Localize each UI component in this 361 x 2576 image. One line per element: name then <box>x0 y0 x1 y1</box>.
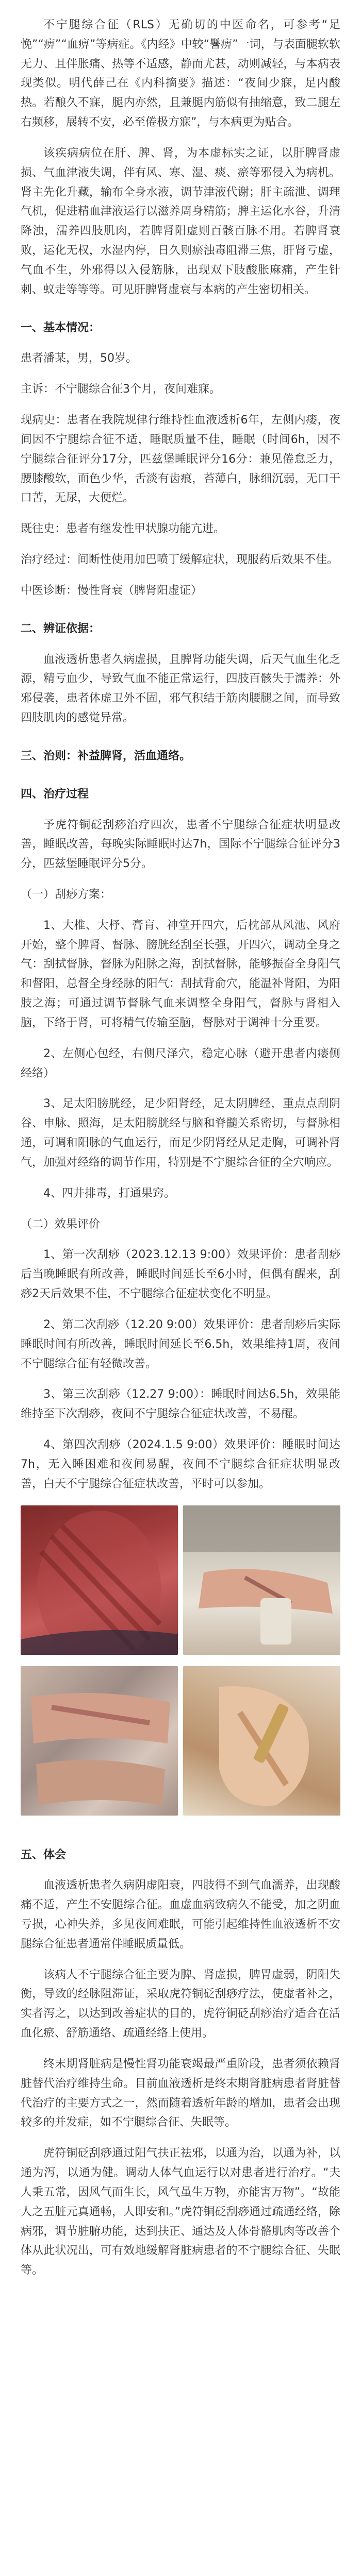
intro-paragraph-1: 不宁腿综合征（RLS）无确切的中医命名，可参考“足悗”“痹”“血痹”等病症。《内经》中较“鬐痹”一词，与表面腿软软无力、且伴胀痛、热等不适感，静而尤甚，动则减轻，与本病表现类似。明代薛己在《内科摘要》描述：“夜间少寐，足内酸热。若酿久不寐，腿内亦然，且兼腿内筋似有抽缩意，致二腿左右频移，展转不安，必至倦极方寐”，与本病更为贴合。 <box>21 19 340 129</box>
scheme-step-2: 2、左侧心包经，右侧尺泽穴，稳定心脉（避开患者内瘘侧经络） <box>21 1047 340 1080</box>
present-history: 现病史：患者在我院规律行维持性血液透析6年，左侧内瘘，夜间因不宁腿综合征不适，睡眠质量不佳，睡眠（时间6h，因不宁腿综合征评分17分，匹兹堡睡眠评分16分：兼见倦怠乏力，腰膝酸软，面色少华，舌淡有齿痕，苔薄白，脉细沉弱，无口干口苦，无尿，大便烂。 <box>21 414 340 505</box>
experience-paragraph-4: 虎符铜砭刮痧通过阳气扶正祛邪，以通为治，以通为补，以通为泻，以通为健。调动人体气血运行以对患者进行治疗。“夫人秉五常，因风气而生长，风气虽生万物，亦能害万物”。“故能人之五脏元真通畅，人即安和。”虎符铜砭刮痧通过疏通经络，除病邪，调节脏腑功能，达到扶正、通达及人体骨骼肌肉等改善个体从此状况出，可有效地缓解肾脏病患者的不宁腿综合征、失眠等。 <box>21 2147 340 2277</box>
scheme-step-3: 3、足太阳膀胱经，足少阳肾经，足太阴脾经，重点点刮阴谷、申脉、照海，足太阳膀胱经与脑和脊髓关系密切，与督脉相通，可调和阳脉的气血运行，而足少阴肾经从足走胸，可调补肾气，加强对经络的调节作用，特别是不宁腿综合征的全穴响应。 <box>21 1097 340 1169</box>
experience-paragraph-3: 终末期肾脏病是慢性肾功能衰竭最严重阶段，患者须依赖肾脏替代治疗维持生命。目前血液透析是终末期肾脏病患者肾脏替代治疗的主要方式之一，然而随着透析年龄的增加，患者会出现较多的并发症，如不宁腿综合征、失眠等。 <box>21 2057 340 2129</box>
arm-scraping-photo <box>21 1666 178 1816</box>
evaluation-1: 1、第一次刮痧（2023.12.13 9:00）效果评价：患者刮痧后当晚睡眠有所改善，睡眠时间延长至6小时，但偶有醒来，刮痧2天后效果不佳，不宁腿综合征症状变化不明显。 <box>21 1248 340 1301</box>
patient-line: 患者潘某，男，50岁。 <box>21 352 137 365</box>
evaluation-2: 2、第二次刮痧（12.20 9:00）效果评价：患者刮痧后实际睡眠时间有所改善，睡眠时间延长至6.5h，效果维持1周，夜间不宁腿综合征有轻微改善。 <box>21 1318 340 1370</box>
evaluation-4: 4、第四次刮痧（2024.1.5 9:00）效果评价：睡眠时间达7h，无入睡困难和夜间易醒，夜间不宁腿综合征症状明显改善，白天不宁腿综合征症状改善，平时可以参加。 <box>21 1438 340 1490</box>
process-intro: 予虎符铜砭刮痧治疗四次，患者不宁腿综合征症状明显改善，睡眠改善，每晚实际睡眠时达7h，国际不宁腿综合征评分3分，匹兹堡睡眠评分5分。 <box>21 818 340 871</box>
chief-complaint: 主诉：不宁腿综合征3个月，夜间难寐。 <box>21 383 221 396</box>
section-treatment-rule: 三、治则：补益脾肾，活血通络。 <box>21 749 191 762</box>
back-scraping-illustration <box>21 1505 178 1655</box>
section-process: 四、治疗过程 <box>21 787 89 801</box>
evaluation-3: 3、第三次刮痧（12.27 9:00）：睡眠时间达6.5h，效果能维持至下次刮痧，夜间不宁腿综合征症状改善，不易醒。 <box>21 1388 340 1421</box>
syndrome-text: 血液透析患者久病虚损，且脾肾功能失调，后天气血生化乏源，精亏血少，导致气血不能正常运行，四肢百骸失于濡养：外邪侵袭，患者体虚卫外不固，邪气积结于筋肉腰腿之间，而导致四肢肌肉的感觉异常。 <box>21 653 340 725</box>
scheme-step-1: 1、大椎、大杼、膏肓、神堂开四穴，后枕部从风池、风府开始，整个脾肾、督脉、膀胱经刮至长强，开四穴，调动全身之气：刮拭督脉，督脉为阳脉之海，刮拭督脉，能够振奋全身阳气和督阳，总督全身经脉的阳气：刮拭背俞穴，能温补肾阳，为阳肢之海；可通过调节督脉气血来调整全身阳气，督脉与肾相入脑，下络于肾，可将精气传输至脑，督脉对于调神十分重要。 <box>21 919 340 1029</box>
scheme-step-4: 4、四井排毒，打通果窍。 <box>43 1187 175 1200</box>
leg-scraping-photo <box>183 1505 340 1655</box>
experience-paragraph-1: 血液透析患者久病阴虚阳衰，四肢得不到气血濡养，出现酸痛不适，产生不安腿综合征。血虚血病致病久不能受，加之阴血亏损，心神失养，多见夜间难眠，可能引起维持性血液透析不安腿综合征患者通常伴睡眠质量低。 <box>21 1879 340 1951</box>
past-history: 既往史：患者有继发性甲状腺功能亢进。 <box>21 522 225 536</box>
treatment-photos <box>21 1505 340 1827</box>
tcm-diagnosis: 中医诊断：慢性肾衰（脾肾阳虚证） <box>21 584 203 597</box>
foot-scraping-illustration <box>183 1666 340 1816</box>
auxiliary-treatment: 治疗经过：间断性使用加巴喷丁缓解症状，现服药后效果不佳。 <box>21 553 339 567</box>
scheme-title: （一）刮痧方案： <box>21 888 112 901</box>
experience-paragraph-2: 该病人不宁腿综合征主要为脾、肾虚损，脾胃虚弱，阴阳失衡，导致的经脉阻滞证，采取虎符铜砭刮痧疗法，使虚者补之，实者泻之，以达到改善症状的目的，虎符铜砭刮痧治疗适合在活血化瘀、舒筋通络、疏通经络上使用。 <box>21 1968 340 2040</box>
section-experience: 五、体会 <box>21 1848 67 1861</box>
back-scraping-photo <box>21 1505 178 1655</box>
foot-scraping-photo <box>183 1666 340 1816</box>
section-syndrome: 二、辨证依据： <box>21 622 101 635</box>
intro-paragraph-2: 该疾病病位在肝、脾、肾，为本虚标实之证，以肝脾肾虚损、气血津液失调，伴有风、寒、湿、痰、瘀等邪侵入为病机。肾主先化升藏，输布全身水液，调节津液代谢；肝主疏泄、调理气机，促进精血津液运行以滋养周身精筋；脾主运化水谷，升清降浊，濡养四肢肌肉，若脾肾阳虚则百骸百脉不用。若脾肾衰败，运化无权，水湿内停，日久则瘀浊毒阻滞三焦，肝肾亏虚，气血不生，外邪得以入侵筋脉，出现双下肢酸胀麻痛，产生针刺、蚁走等等等。可见肝脾肾虚衰与本病的产生密切相关。 <box>21 146 340 296</box>
arm-scraping-illustration <box>21 1666 178 1816</box>
section-basic-info: 一、基本情况： <box>21 321 101 334</box>
evaluation-title: （二）效果评价 <box>21 1217 101 1231</box>
leg-scraping-illustration <box>183 1505 340 1655</box>
